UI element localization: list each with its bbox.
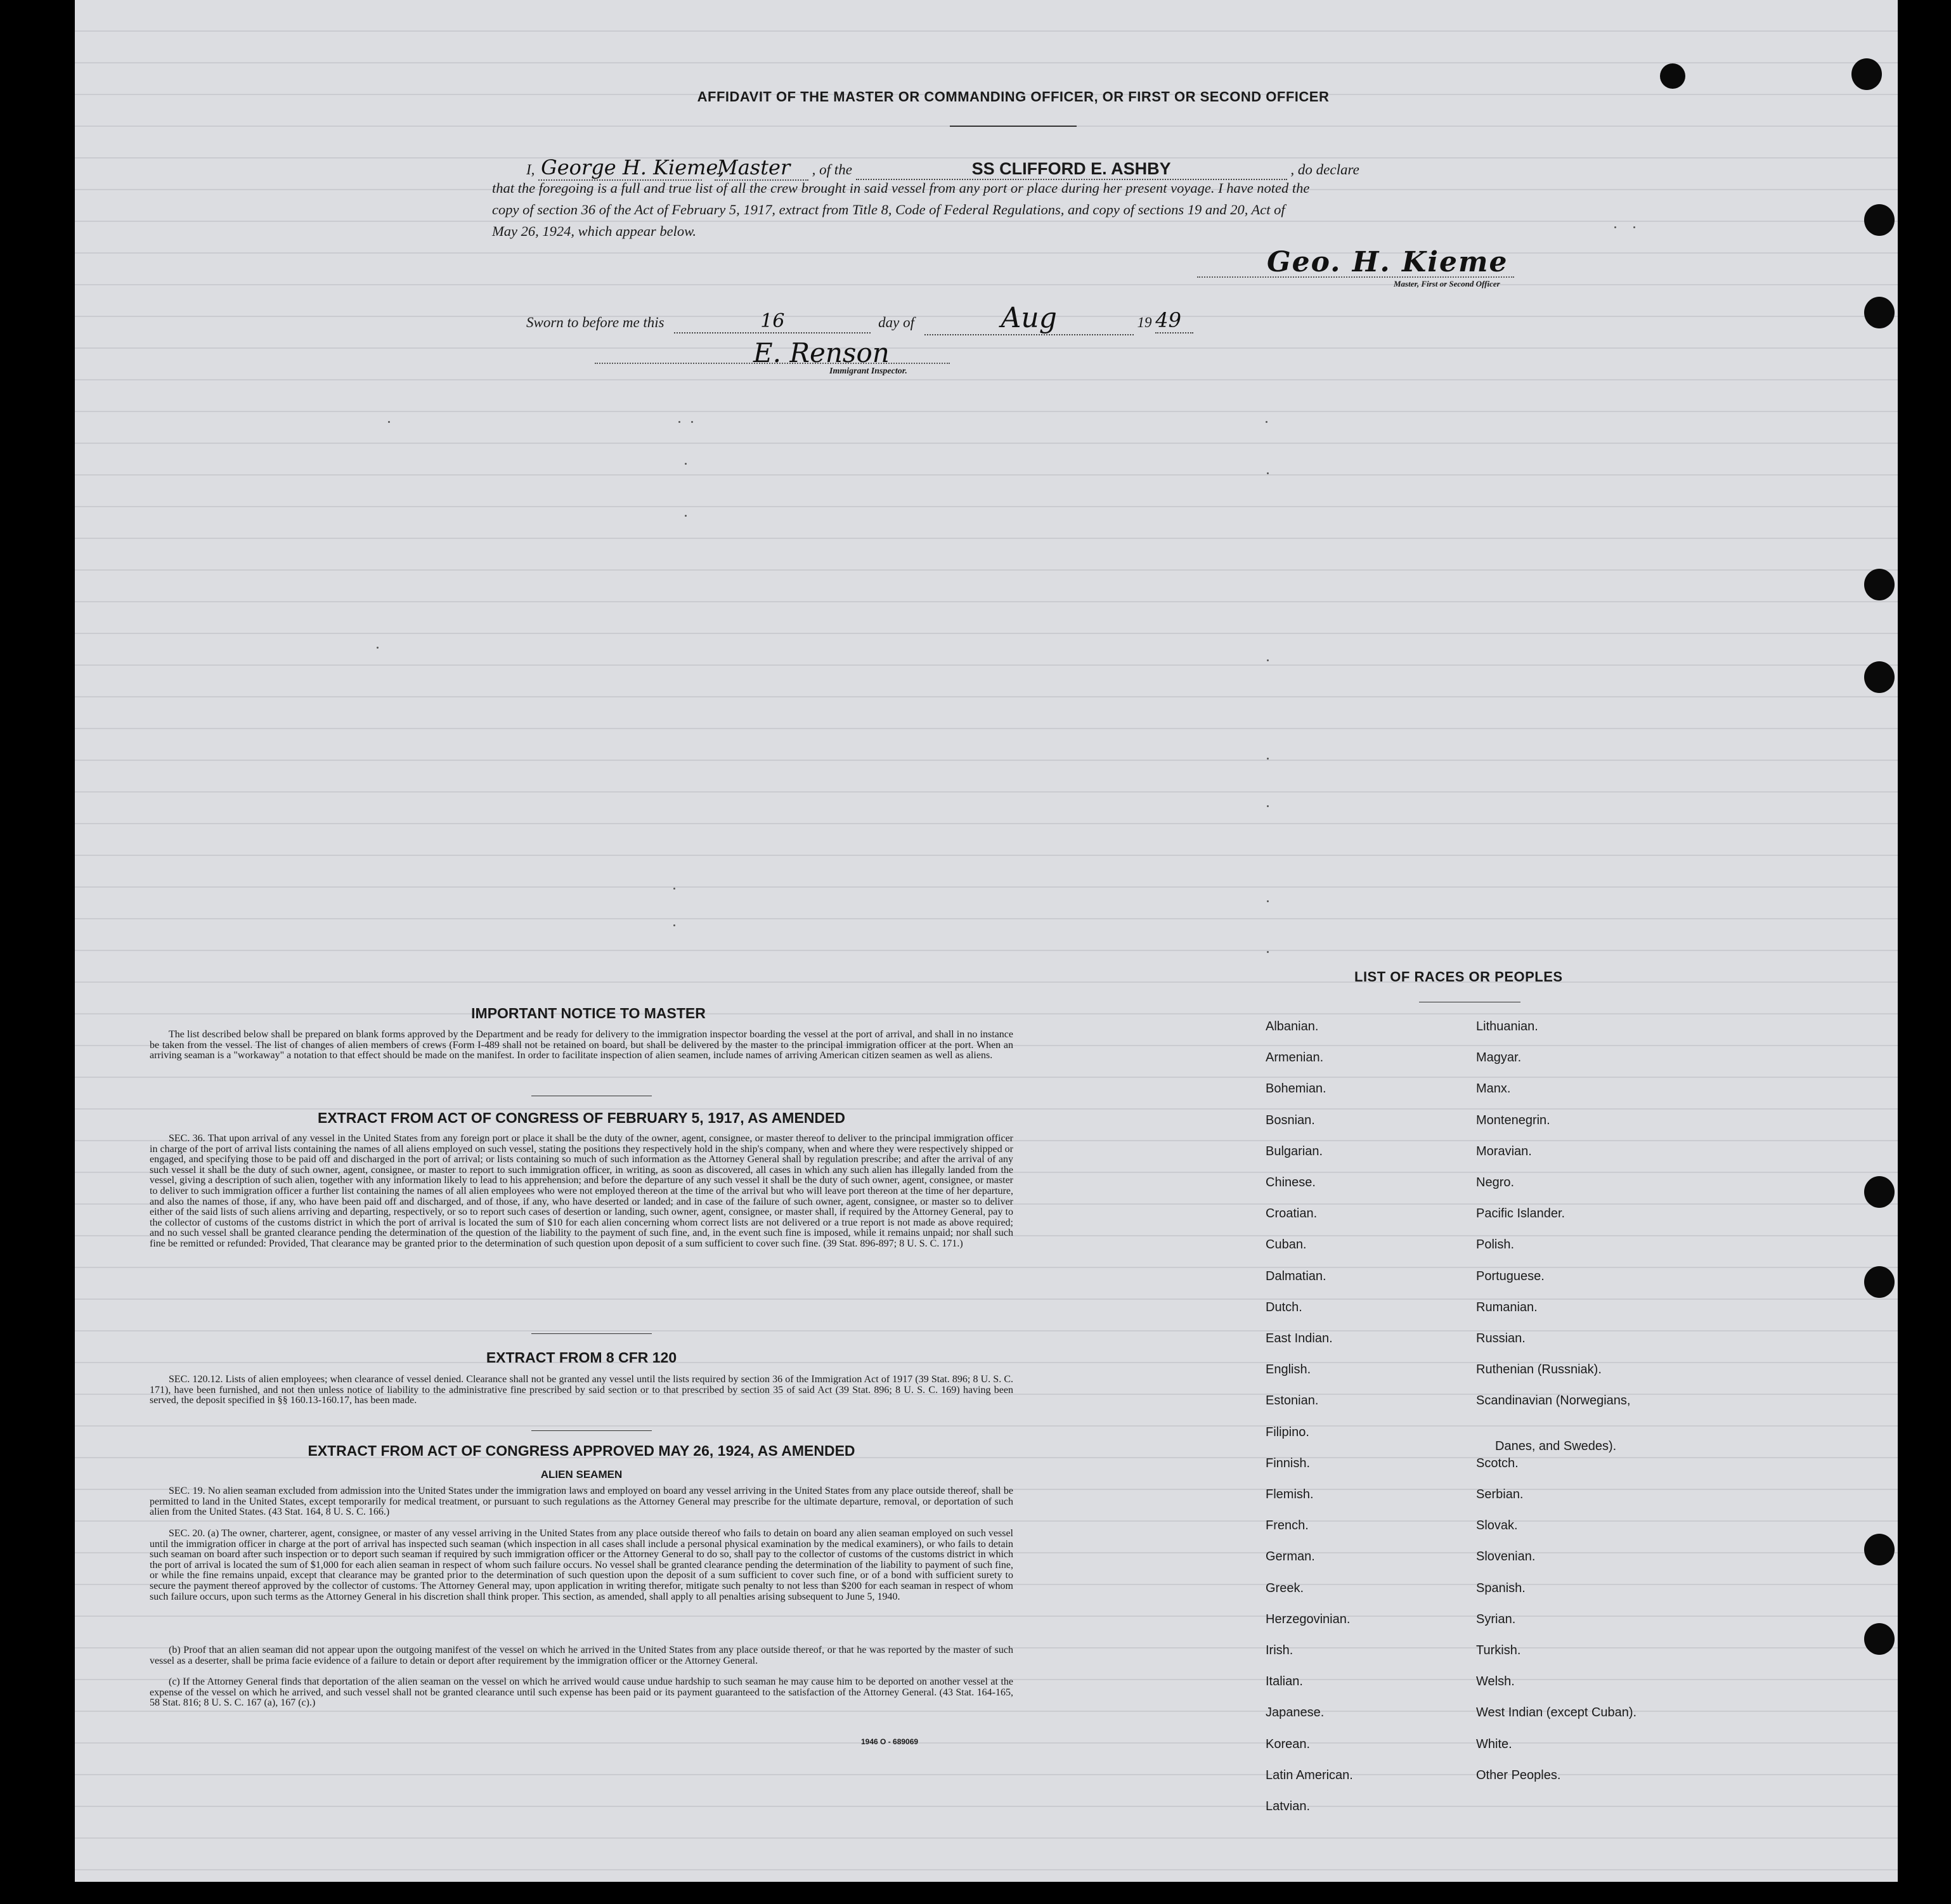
race-item: Greek. bbox=[1266, 1581, 1304, 1595]
race-item: East Indian. bbox=[1266, 1331, 1333, 1345]
race-item: Dutch. bbox=[1266, 1300, 1302, 1314]
extract-1924-sec20a: SEC. 20. (a) The owner, charterer, agent, consignee, or master of any vessel arriving in the United States from any place outside thereof who fails to detain on board any alien seaman employed on such vessel until the immigration officer in charge at the port of arrival has inspected such seaman (which inspection in all cases shall include a personal physical examination by the medical examiners), or who fails to detain such seaman on board after such inspection or to deport such seaman if required by such immigration officer or the Attorney General to do so, shall pay to the collector of customs of the customs district in which the port of arrival is located the sum of $1,000 for each alien seaman in respect of whom such failure occurs. No vessel shall be granted clearance pending the determination of the liability to payment of such fine, or while the fine remains unpaid, except that clearance may be granted prior to the determination of such question upon the deposit of a sum sufficient to cover such fine, or of a bond with sufficient surety to secure the payment thereof approved by the collector of customs. The Attorney General may, upon application in writing therefor, mitigate such penalty to not less than $200 for each seaman in respect of whom such failure occurs, upon such terms as the Attorney General in his discretion shall think proper. This section, as amended, shall apply to all penalties arising subsequent to June 5, 1940. bbox=[150, 1528, 1013, 1602]
extract-1924-sec20c: (c) If the Attorney General finds that deportation of the alien seaman on the vessel on which he arrived would cause undue hardship to such seaman he may cause him to be deported on another vessel at the expense of the vessel on which he arrived, and such vessel shall not be granted clearance until such expense has been paid or its payment guaranteed to the satisfaction of the Attorney General. (43 Stat. 164-165, 58 Stat. 816; 8 U. S. C. 167 (a), 167 (c).) bbox=[150, 1676, 1013, 1709]
race-item: Manx. bbox=[1476, 1082, 1511, 1096]
speck bbox=[673, 924, 675, 926]
race-item: Magyar. bbox=[1476, 1051, 1522, 1065]
race-item: Syrian. bbox=[1476, 1612, 1516, 1626]
affidavit-title: AFFIDAVIT OF THE MASTER OR COMMANDING OFFICER, OR FIRST OR SECOND OFFICER bbox=[697, 89, 1330, 105]
extract-cfr-title: EXTRACT FROM 8 CFR 120 bbox=[486, 1349, 677, 1366]
notice-body: The list described below shall be prepared on blank forms approved by the Department and be ready for delivery to the immigration inspector boarding the vessel at the port of arrival, and shall in no instance be taken from the vessel. The list of changes of alien members of crews (Form I-489 shall not be retained on board, but shall be delivered by the master to the principal immigration officer at the port. When an arriving seaman is a "workaway" a notation to that effect should be made on the manifest. In order to facilitate inspection of alien seamen, include names of arriving American citizen seamen as well as aliens. bbox=[150, 1029, 1013, 1061]
extract-cfr-body: SEC. 120.12. Lists of alien employees; when clearance of vessel denied. Clearance shall not be granted any vessel until the lists required by section 36 of the Immigration Act of 1917 (39 Stat. 896; 8 U. S. C. 171), have been furnished, and not then unless notice of liability to the administrative fine prescribed by said section or to that prescribed by section 35 of said Act (39 Stat. 896; 8 U. S. C. 169) having been served, the deposit specified in §§ 160.13-160.17, has been made. bbox=[150, 1374, 1013, 1406]
section-rule bbox=[531, 1430, 652, 1431]
affidavit-line3: copy of section 36 of the Act of February 5, 1917, extract from Title 8, Code of Federal Regulations, and copy of sections 19 and 20, Act of bbox=[492, 202, 1285, 217]
extract-1917-title: EXTRACT FROM ACT OF CONGRESS OF FEBRUARY 5, 1917, AS AMENDED bbox=[318, 1110, 845, 1126]
master-name: George H. Kieme, bbox=[538, 155, 702, 181]
speck bbox=[1267, 472, 1269, 474]
race-item: Japanese. bbox=[1266, 1706, 1325, 1720]
day-of-text: day of bbox=[878, 314, 914, 330]
race-item: Cuban. bbox=[1266, 1238, 1307, 1252]
race-item: Pacific Islander. bbox=[1476, 1207, 1565, 1221]
race-item: Ruthenian (Russniak). bbox=[1476, 1363, 1602, 1377]
race-item: Korean. bbox=[1266, 1737, 1311, 1751]
inspector-caption: Immigrant Inspector. bbox=[829, 366, 907, 376]
speck bbox=[678, 421, 680, 423]
race-item: Polish. bbox=[1476, 1238, 1515, 1252]
race-item: Slovak. bbox=[1476, 1519, 1518, 1533]
speck bbox=[673, 888, 675, 890]
vessel-name-text: SS CLIFFORD E. ASHBY bbox=[971, 159, 1171, 178]
speck bbox=[1267, 951, 1269, 953]
speck bbox=[1633, 226, 1635, 228]
extract-1924-sec19: SEC. 19. No alien seaman excluded from admission into the United States under the immigration laws and employed on board any vessel arriving in the United States from any place outside thereof, shall be permitted to land in the United States, except temporarily for medical treatment, or pursuant to such regulations as the Attorney General may prescribe for the ultimate departure, removal, or deportation of such alien from the United States. (43 Stat. 164, 8 U. S. C. 166.) bbox=[150, 1486, 1013, 1518]
race-item: Dalmatian. bbox=[1266, 1269, 1326, 1283]
race-item: West Indian (except Cuban). bbox=[1476, 1706, 1637, 1720]
punch-hole bbox=[1851, 58, 1882, 90]
race-item: Moravian. bbox=[1476, 1144, 1532, 1158]
race-item: English. bbox=[1266, 1363, 1311, 1377]
race-item: Latin American. bbox=[1266, 1768, 1353, 1782]
signature-caption: Master, First or Second Officer bbox=[1394, 279, 1500, 288]
race-item: Flemish. bbox=[1266, 1487, 1314, 1501]
speck bbox=[1267, 805, 1269, 807]
punch-hole bbox=[1864, 1266, 1895, 1298]
speck bbox=[388, 421, 390, 423]
speck bbox=[1266, 421, 1267, 423]
race-item: Chinese. bbox=[1266, 1175, 1316, 1189]
race-item: Danes, and Swedes). bbox=[1495, 1439, 1617, 1453]
race-item: Other Peoples. bbox=[1476, 1768, 1561, 1782]
affidavit-line2: that the foregoing is a full and true list of all the crew brought in said vessel from any port or place during her present voyage. I have noted the bbox=[492, 180, 1310, 196]
year-value: 49 bbox=[1155, 308, 1193, 334]
punch-hole bbox=[1864, 661, 1895, 693]
extract-1924-sec20b: (b) Proof that an alien seaman did not appear upon the outgoing manifest of the vessel on which he arrived in the United States from any place outside thereof, or that he was reported by the master of such vessel as a deserter, shall be prima facie evidence of a failure to detain or deport after requirement by the immigration officer or the Attorney General. bbox=[150, 1645, 1013, 1666]
race-item: Finnish. bbox=[1266, 1456, 1311, 1470]
extract-1924-subtitle: ALIEN SEAMEN bbox=[540, 1468, 623, 1480]
sworn-line bbox=[526, 302, 1193, 335]
speck bbox=[1267, 758, 1269, 760]
day-value: 16 bbox=[674, 310, 871, 334]
race-item: Spanish. bbox=[1476, 1581, 1526, 1595]
of-the-text: , of the bbox=[812, 162, 852, 178]
race-item: Italian. bbox=[1266, 1674, 1303, 1689]
race-item: French. bbox=[1266, 1519, 1309, 1533]
race-item: Turkish. bbox=[1476, 1643, 1521, 1657]
extract-1924-title: EXTRACT FROM ACT OF CONGRESS APPROVED MAY 26, 1924, AS AMENDED bbox=[308, 1442, 855, 1459]
print-code: 1946 O - 689069 bbox=[861, 1737, 919, 1746]
extract-1917-body: SEC. 36. That upon arrival of any vessel in the United States from any foreign port or place it shall be the duty of the owner, agent, consignee, or master thereof to deliver to the principal immigration officer in charge of the port of arrival lists containing the names of all aliens employed on such vessel, stating the positions they respectively hold in the ship's company, when and where they were respectively shipped or engaged, and specifying those to be paid off and discharged in the port of arrival; or lists containing so much of such information as the Attorney General shall by regulation prescribe; and after the arrival of any such vessel it shall be the duty of such owner, agent, consignee, or master to report to such immigration officer, in writing, as soon as discovered, all cases in which any such alien has illegally landed from the vessel, giving a description of such alien, together with any information likely to lead to his apprehension; and before the departure of any such vessel it shall be the duty of such owner, agent, consignee, or master to deliver to such immigration officer a further list containing the names of all alien employees who were not employed thereon at the time of the arrival but who will leave port thereon at the time of her departure, and also the names of those, if any, who have been paid off and discharged, and of those, if any, who have deserted or landed; and in case of the failure of such owner, agent, consignee, or master so to deliver either of the said lists of such aliens arriving and departing, respectively, or so to report such cases of desertion or landing, such owner, agent, consignee, or master shall, if required by the Attorney General, pay to the collector of customs of the customs district in which the port of arrival is located the sum of $10 for each alien concerning whom correct lists are not delivered or a true report is not made as above required; and no such vessel shall be granted clearance pending the determination of the question of the liability to the payment of such fine, and, in the event such fine is imposed, while it remains unpaid; nor shall such fine be remitted or refunded: Provided, That clearance may be granted prior to the determination of such question upon deposit of a sum sufficient to cover such fine. (39 Stat. 896-897; 8 U. S. C. 171.) bbox=[150, 1133, 1013, 1249]
race-item: Scandinavian (Norwegians, bbox=[1476, 1394, 1631, 1408]
speck bbox=[685, 463, 687, 465]
rank: Master bbox=[715, 155, 808, 181]
race-item: Bulgarian. bbox=[1266, 1144, 1323, 1158]
race-item: Scotch. bbox=[1476, 1456, 1519, 1470]
race-item: Slovenian. bbox=[1476, 1550, 1536, 1564]
punch-hole bbox=[1864, 297, 1895, 328]
race-item: Bohemian. bbox=[1266, 1082, 1326, 1096]
race-item: Montenegrin. bbox=[1476, 1113, 1550, 1127]
punch-hole bbox=[1660, 63, 1685, 89]
punch-hole bbox=[1864, 204, 1895, 236]
speck bbox=[1267, 900, 1269, 902]
race-item: Filipino. bbox=[1266, 1425, 1309, 1439]
vessel-name bbox=[856, 159, 1287, 180]
speck bbox=[685, 515, 687, 517]
speck bbox=[377, 647, 379, 649]
race-item: White. bbox=[1476, 1737, 1512, 1751]
affidavit-line4: May 26, 1924, which appear below. bbox=[492, 223, 697, 239]
notice-title: IMPORTANT NOTICE TO MASTER bbox=[471, 1005, 706, 1021]
race-item: Portuguese. bbox=[1476, 1269, 1545, 1283]
race-item: Russian. bbox=[1476, 1331, 1526, 1345]
document-page bbox=[75, 0, 1898, 1882]
race-item: Serbian. bbox=[1476, 1487, 1524, 1501]
race-item: Negro. bbox=[1476, 1175, 1515, 1189]
punch-hole bbox=[1864, 569, 1895, 600]
i-text: I, bbox=[526, 162, 535, 178]
race-item: Latvian. bbox=[1266, 1799, 1311, 1813]
race-item: Welsh. bbox=[1476, 1674, 1515, 1689]
do-declare-text: , do declare bbox=[1290, 162, 1359, 178]
affidavit-line1 bbox=[526, 155, 1359, 181]
punch-hole bbox=[1864, 1623, 1895, 1655]
punch-hole bbox=[1864, 1176, 1895, 1208]
speck bbox=[1614, 226, 1616, 228]
race-item: Armenian. bbox=[1266, 1051, 1324, 1065]
race-item: Rumanian. bbox=[1476, 1300, 1538, 1314]
race-item: Lithuanian. bbox=[1476, 1020, 1538, 1033]
title-underline bbox=[950, 126, 1077, 127]
race-item: Albanian. bbox=[1266, 1020, 1319, 1033]
sworn-text: Sworn to before me this bbox=[526, 314, 664, 330]
speck bbox=[1267, 659, 1269, 661]
year-prefix: 19 bbox=[1137, 314, 1152, 330]
race-item: Herzegovinian. bbox=[1266, 1612, 1351, 1626]
inspector-signature: E. Renson bbox=[753, 337, 890, 368]
race-item: German. bbox=[1266, 1550, 1315, 1564]
race-item: Croatian. bbox=[1266, 1207, 1318, 1221]
race-item: Irish. bbox=[1266, 1643, 1293, 1657]
speck bbox=[691, 421, 693, 423]
section-rule bbox=[531, 1333, 652, 1334]
race-item: Bosnian. bbox=[1266, 1113, 1315, 1127]
punch-hole bbox=[1864, 1534, 1895, 1565]
master-signature: Geo. H. Kieme bbox=[1267, 246, 1508, 278]
race-item: Estonian. bbox=[1266, 1394, 1319, 1408]
month-value: Aug bbox=[924, 302, 1134, 335]
races-title: LIST OF RACES OR PEOPLES bbox=[1354, 969, 1563, 985]
